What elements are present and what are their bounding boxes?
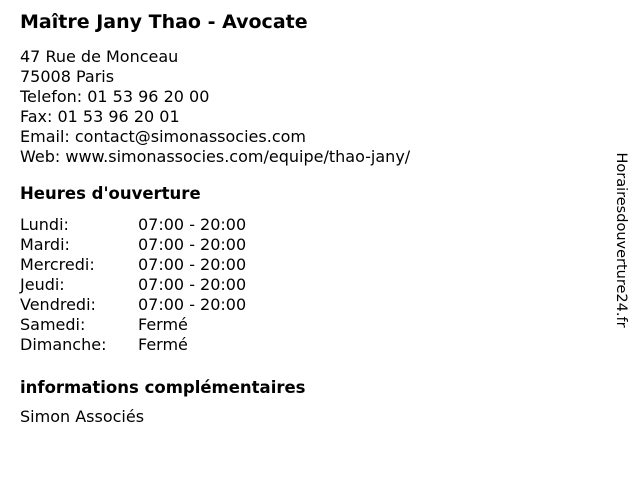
hours-row-friday xyxy=(20,295,600,315)
day-label: Mardi: xyxy=(20,235,70,254)
hours-row-saturday xyxy=(20,315,600,335)
hours-value: Fermé xyxy=(138,335,188,354)
opening-hours-table xyxy=(20,215,600,355)
hours-row-thursday xyxy=(20,275,600,295)
day-label: Vendredi: xyxy=(20,295,96,314)
hours-row-monday xyxy=(20,215,600,235)
phone-line: Telefon: 01 53 96 20 00 xyxy=(20,87,210,106)
day-label: Mercredi: xyxy=(20,255,95,274)
additional-info-text: Simon Associés xyxy=(20,407,145,426)
additional-info-heading: informations complémentaires xyxy=(20,378,306,397)
day-label: Lundi: xyxy=(20,215,69,234)
hours-value: 07:00 - 20:00 xyxy=(138,215,247,234)
hours-row-sunday xyxy=(20,335,600,355)
website-line: Web: www.simonassocies.com/equipe/thao-jany/ xyxy=(20,147,411,166)
opening-hours-heading: Heures d'ouverture xyxy=(20,184,201,203)
day-label: Jeudi: xyxy=(20,275,65,294)
hours-value: 07:00 - 20:00 xyxy=(138,255,247,274)
contact-block xyxy=(20,47,600,167)
hours-value: 07:00 - 20:00 xyxy=(138,275,247,294)
site-watermark: Horairesdouverture24.fr xyxy=(613,152,629,328)
hours-row-wednesday xyxy=(20,255,600,275)
day-label: Samedi: xyxy=(20,315,86,334)
hours-value: 07:00 - 20:00 xyxy=(138,295,247,314)
hours-row-tuesday xyxy=(20,235,600,255)
fax-line: Fax: 01 53 96 20 01 xyxy=(20,107,180,126)
hours-value: Fermé xyxy=(138,315,188,334)
email-line: Email: contact@simonassocies.com xyxy=(20,127,306,146)
address-city: 75008 Paris xyxy=(20,67,115,86)
page-title: Maître Jany Thao - Avocate xyxy=(20,11,308,33)
day-label: Dimanche: xyxy=(20,335,107,354)
address-street: 47 Rue de Monceau xyxy=(20,47,179,66)
hours-value: 07:00 - 20:00 xyxy=(138,235,247,254)
